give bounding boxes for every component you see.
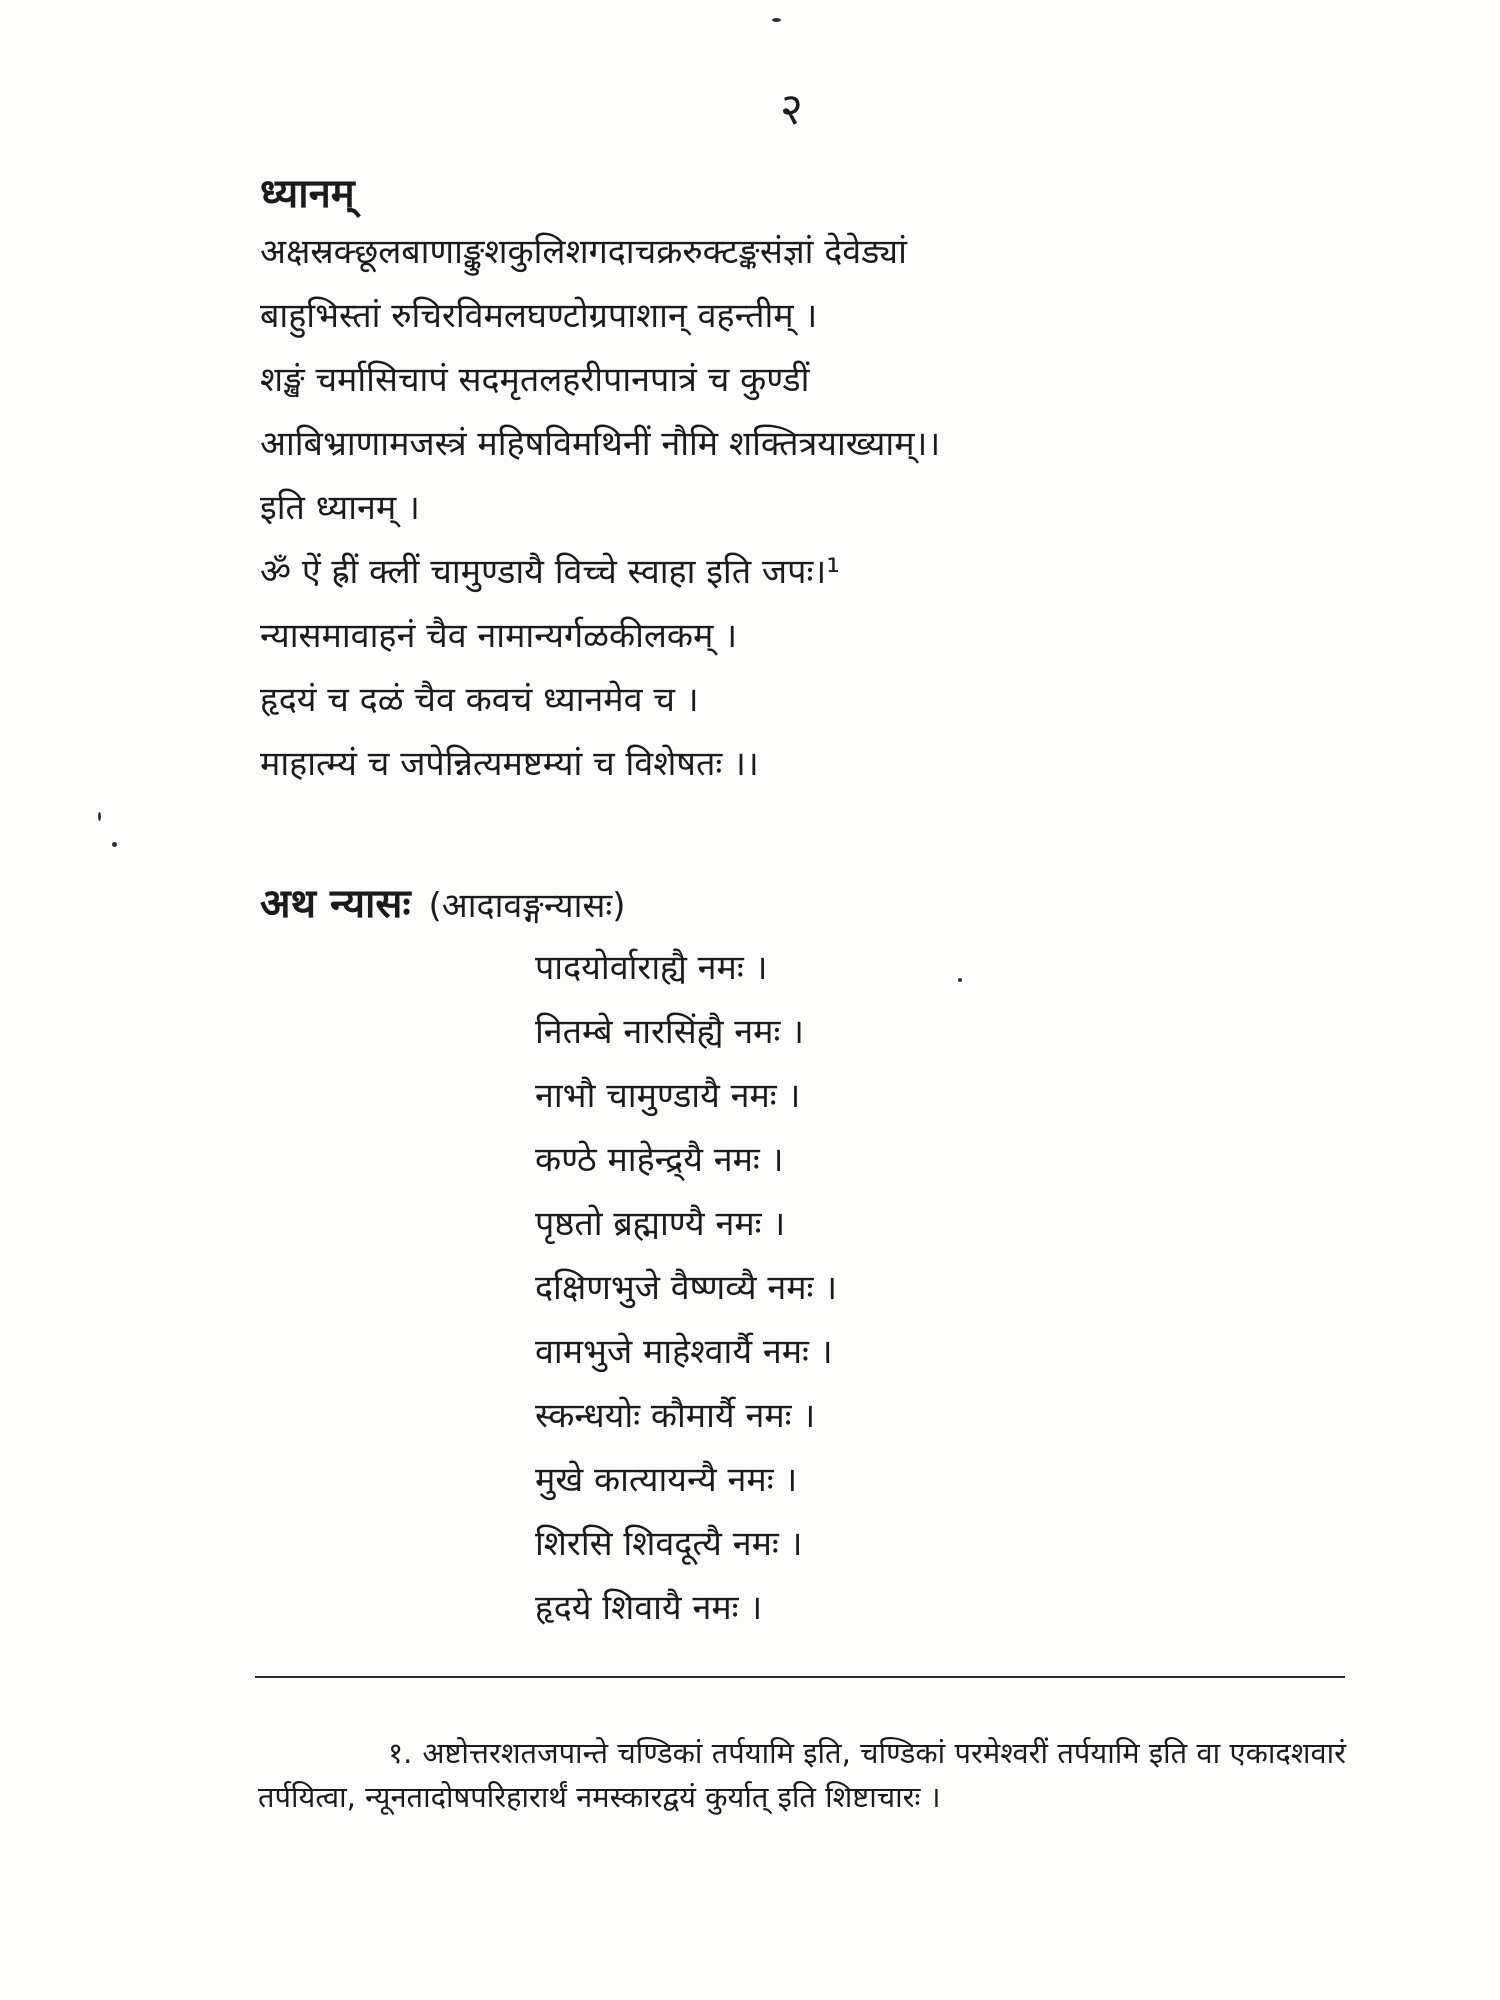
page-number: २ <box>780 84 803 135</box>
nyasa-line: मुखे कात्यायन्यै नमः । <box>535 1460 798 1500</box>
nyasa-subheading: (आदावङ्गन्यासः) <box>428 886 626 926</box>
scan-speck <box>112 842 117 847</box>
nyasa-line: हृदये शिवायै नमः । <box>535 1588 763 1628</box>
nyasa-line: नाभौ चामुण्डायै नमः । <box>535 1076 801 1116</box>
dhyanam-heading: ध्यानम् <box>260 171 355 217</box>
nyasa-line: शिरसि शिवदूत्यै नमः । <box>535 1524 803 1564</box>
dhyanam-line: हृदयं च दळं चैव कवचं ध्यानमेव च । <box>260 680 699 720</box>
nyasa-line: पादयोर्वाराह्यै नमः । <box>535 948 768 988</box>
footnote <box>258 1732 1346 1819</box>
dhyanam-line: अक्षस्रक्छूलबाणाङ्कुशकुलिशगदाचक्ररुक्टङ्कसंज्ञां देवेड्यां <box>260 232 907 272</box>
dhyanam-line: माहात्म्यं च जपेन्नित्यमष्टम्यां च विशेषतः ।। <box>260 744 759 784</box>
nyasa-title: अथ न्यासः <box>260 881 411 927</box>
dhyanam-line: ॐ ऐं ह्रीं क्लीं चामुण्डायै विच्चे स्वाहा इति जपः।¹ <box>260 552 840 592</box>
scan-speck <box>772 18 781 22</box>
nyasa-line: पृष्ठतो ब्रह्माण्यै नमः । <box>535 1204 786 1244</box>
footnote-divider <box>255 1676 1345 1678</box>
dhyanam-line: न्यासमावाहनं चैव नामान्यर्गळकीलकम् । <box>260 616 738 656</box>
dhyanam-line: आबिभ्राणामजस्त्रं महिषविमथिनीं नौमि शक्तित्रयाख्याम्।। <box>260 424 941 464</box>
footnote-number: १. <box>388 1736 413 1770</box>
dhyanam-line: इति ध्यानम् । <box>260 488 420 528</box>
nyasa-line: कण्ठे माहेन्द्र्यै नमः । <box>535 1140 784 1180</box>
nyasa-line: स्कन्धयोः कौमार्यै नमः । <box>535 1396 816 1436</box>
nyasa-line: नितम्बे नारसिंह्यै नमः । <box>535 1012 805 1052</box>
dhyanam-line: बाहुभिस्तां रुचिरविमलघण्टोग्रपाशान् वहन्तीम् । <box>260 296 818 336</box>
nyasa-line: दक्षिणभुजे वैष्णव्यै नमः । <box>535 1268 838 1308</box>
nyasa-heading <box>260 882 626 926</box>
nyasa-line: वामभुजे माहेश्वार्यै नमः । <box>535 1332 833 1372</box>
scan-speck <box>98 812 101 821</box>
scan-speck <box>958 978 962 982</box>
footnote-text: अष्टोत्तरशतजपान्ते चण्डिकां तर्पयामि इति, चण्डिकां परमेश्वरीं तर्पयामि इति वा एकादशवारं तर्पयित्वा, न्यूनतादोषपरिहारार्थं नमस्कारद्वयं कुर्यात् इति शिष्टाचारः । <box>258 1736 1346 1814</box>
dhyanam-line: शङ्खं चर्मासिचापं सदमृतलहरीपानपात्रं च कुण्डीं <box>260 360 810 400</box>
